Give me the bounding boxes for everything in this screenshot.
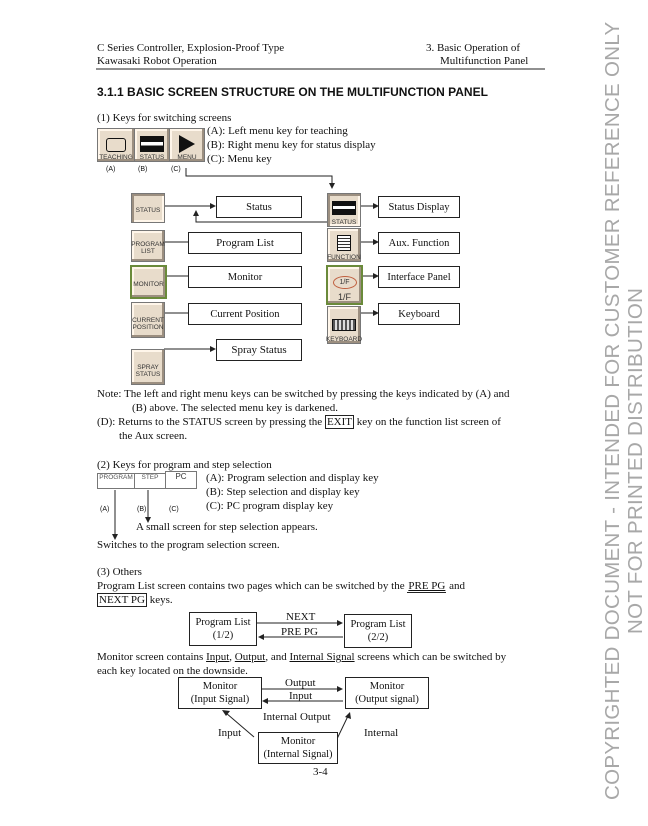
right-key-status-label: STATUS bbox=[331, 219, 357, 226]
mon-internal-ref: Internal Signal bbox=[289, 651, 355, 663]
part2-desc-a: (A): Program selection and display key bbox=[206, 472, 379, 484]
part3-heading: (3) Others bbox=[97, 566, 142, 578]
status-display-icon bbox=[140, 136, 164, 152]
pl2-title: Program List bbox=[350, 619, 406, 630]
box-monitor: Monitor bbox=[188, 266, 302, 288]
teaching-key-label: TEACHING bbox=[99, 154, 133, 161]
box-monitor-input bbox=[178, 677, 262, 709]
menu-key[interactable] bbox=[169, 128, 205, 162]
pl1-page: (1/2) bbox=[212, 630, 234, 641]
mon-comma: , bbox=[229, 651, 235, 663]
label-input-left: Input bbox=[218, 727, 242, 739]
part1-desc-c: (C): Menu key bbox=[207, 153, 272, 165]
left-key-monitor-label: MONITOR bbox=[133, 281, 164, 288]
pl1-title: Program List bbox=[195, 617, 251, 628]
right-key-interface[interactable] bbox=[326, 265, 363, 305]
mon-in-title: Monitor bbox=[202, 681, 238, 692]
menu-key-label: MENU bbox=[177, 154, 197, 161]
left-key-monitor[interactable] bbox=[130, 265, 167, 299]
prog-note: Switches to the program selection screen. bbox=[97, 539, 280, 551]
box-monitor-internal bbox=[258, 732, 338, 764]
right-key-function[interactable] bbox=[327, 228, 361, 262]
watermark-line2: NOT FOR PRINTED DISTRIBUTION bbox=[624, 287, 647, 634]
part1-desc-b: (B): Right menu key for status display bbox=[207, 139, 376, 151]
status-key-label: STATUS bbox=[139, 154, 165, 161]
part1-desc-a: (A): Left menu key for teaching bbox=[207, 125, 348, 137]
note-d-pre: (D): Returns to the STATUS screen by pressing the bbox=[97, 416, 325, 428]
header-left-line1: C Series Controller, Explosion-Proof Type bbox=[97, 42, 285, 54]
step-key-label: STEP bbox=[141, 474, 159, 481]
mon-output-ref: Output bbox=[234, 651, 266, 663]
header-right-line2: Multifunction Panel bbox=[440, 55, 529, 67]
label-input-top: Input bbox=[289, 690, 313, 702]
right-key-function-label: FUNCTION bbox=[327, 254, 361, 261]
box-spray-status: Spray Status bbox=[216, 339, 302, 361]
box-status-display: Status Display bbox=[378, 196, 460, 218]
mon-int-sub: (Internal Signal) bbox=[263, 749, 333, 760]
box-program-list: Program List bbox=[188, 232, 302, 254]
left-key-program-list-label: PROGRAM LIST bbox=[131, 241, 165, 255]
pc-key[interactable] bbox=[165, 471, 197, 489]
program-key[interactable] bbox=[97, 473, 135, 489]
box-program-list-1 bbox=[189, 612, 257, 646]
marker-a: (A) bbox=[106, 166, 116, 173]
pc-key-label: PC bbox=[175, 472, 187, 481]
part3-line2-post: keys. bbox=[146, 594, 173, 606]
right-key-keyboard[interactable] bbox=[327, 306, 361, 344]
keyboard-icon bbox=[332, 319, 356, 331]
status-key[interactable] bbox=[134, 128, 170, 162]
box-interface-panel: Interface Panel bbox=[378, 266, 460, 288]
program-key-label: PROGRAM bbox=[99, 474, 133, 481]
part1-heading: (1) Keys for switching screens bbox=[97, 112, 232, 124]
mon-int-title: Monitor bbox=[280, 736, 316, 747]
pre-pg-label: PRE PG bbox=[281, 626, 318, 638]
marker-b: (B) bbox=[138, 166, 148, 173]
exit-key-ref: EXIT bbox=[326, 416, 352, 428]
left-key-current-position[interactable] bbox=[131, 302, 165, 338]
marker-c: (C) bbox=[171, 166, 181, 173]
mon-input-ref: Input bbox=[206, 651, 230, 663]
monitor-line2: each key located on the downside. bbox=[97, 665, 248, 677]
box-keyboard: Keyboard bbox=[378, 303, 460, 325]
header-right-line1: 3. Basic Operation of bbox=[426, 42, 521, 54]
part3-line1-post: and bbox=[446, 580, 465, 592]
box-monitor-output bbox=[345, 677, 429, 709]
part3-line1-pre: Program List screen contains two pages which can be switched by the bbox=[97, 580, 408, 592]
box-program-list-2 bbox=[344, 614, 412, 648]
right-key-interface-label: 1/F bbox=[337, 292, 351, 302]
part2-heading: (2) Keys for program and step selection bbox=[97, 459, 272, 471]
label-internal-output: Internal Output bbox=[263, 711, 331, 723]
teaching-icon bbox=[106, 138, 126, 152]
left-key-program-list[interactable] bbox=[131, 230, 165, 262]
note-d-post: key on the function list screen of bbox=[354, 416, 501, 428]
left-key-status[interactable] bbox=[131, 193, 165, 223]
page-number: 3-4 bbox=[313, 766, 328, 778]
mon-in-sub: (Input Signal) bbox=[190, 694, 250, 705]
box-aux-function: Aux. Function bbox=[378, 232, 460, 254]
mon-out-sub: (Output signal) bbox=[355, 694, 419, 705]
step-key[interactable] bbox=[134, 473, 166, 489]
teaching-key[interactable] bbox=[97, 128, 135, 162]
label-output: Output bbox=[285, 677, 316, 689]
part3-line1 bbox=[97, 580, 465, 593]
label-internal-right: Internal bbox=[364, 727, 399, 739]
step-note: A small screen for step selection appears. bbox=[136, 521, 318, 533]
document-icon bbox=[337, 235, 351, 251]
p2-marker-a: (A) bbox=[100, 506, 110, 513]
p2-marker-c: (C) bbox=[169, 506, 179, 513]
part3-line2 bbox=[97, 594, 173, 607]
right-key-status[interactable] bbox=[327, 193, 361, 227]
pl2-page: (2/2) bbox=[367, 632, 389, 643]
left-key-spray-status-label: SPRAY STATUS bbox=[135, 364, 161, 378]
watermark-line1: COPYRIGHTED DOCUMENT - INTENDED FOR CUSTOMER REFERENCE ONLY bbox=[601, 21, 624, 800]
note-d-line1 bbox=[97, 416, 501, 429]
interface-panel-icon: 1/F bbox=[333, 276, 357, 289]
part2-desc-b: (B): Step selection and display key bbox=[206, 486, 360, 498]
mon-and: , and bbox=[265, 651, 290, 663]
status-display-icon bbox=[332, 201, 356, 215]
header-left-line2: Kawasaki Robot Operation bbox=[97, 55, 217, 67]
monitor-line1 bbox=[97, 651, 506, 664]
p2-marker-b: (B) bbox=[137, 506, 147, 513]
play-icon bbox=[179, 135, 195, 153]
section-title: 3.1.1 BASIC SCREEN STRUCTURE ON THE MULTIFUNCTION PANEL bbox=[97, 85, 488, 99]
next-label: NEXT bbox=[286, 611, 316, 623]
left-key-spray-status[interactable] bbox=[131, 349, 165, 385]
note-line1: Note: The left and right menu keys can be switched by pressing the keys indicated by (A) and bbox=[97, 388, 510, 400]
left-key-status-label: STATUS bbox=[135, 207, 161, 214]
next-pg-key-ref: NEXT PG bbox=[99, 594, 145, 606]
note-d-line2: the Aux screen. bbox=[119, 430, 188, 442]
part2-desc-c: (C): PC program display key bbox=[206, 500, 334, 512]
box-current-position: Current Position bbox=[188, 303, 302, 325]
mon-out-title: Monitor bbox=[369, 681, 405, 692]
mon-post: screens which can be switched by bbox=[354, 651, 507, 663]
mon-pre: Monitor screen contains bbox=[97, 651, 207, 663]
right-key-keyboard-label: KEYBOARD bbox=[325, 336, 363, 343]
box-status: Status bbox=[216, 196, 302, 218]
note-line2: (B) above. The selected menu key is darkened. bbox=[132, 402, 338, 414]
left-key-current-position-label: CURRENT POSITION bbox=[132, 317, 164, 331]
pre-pg-key-ref: PRE PG bbox=[408, 580, 446, 592]
